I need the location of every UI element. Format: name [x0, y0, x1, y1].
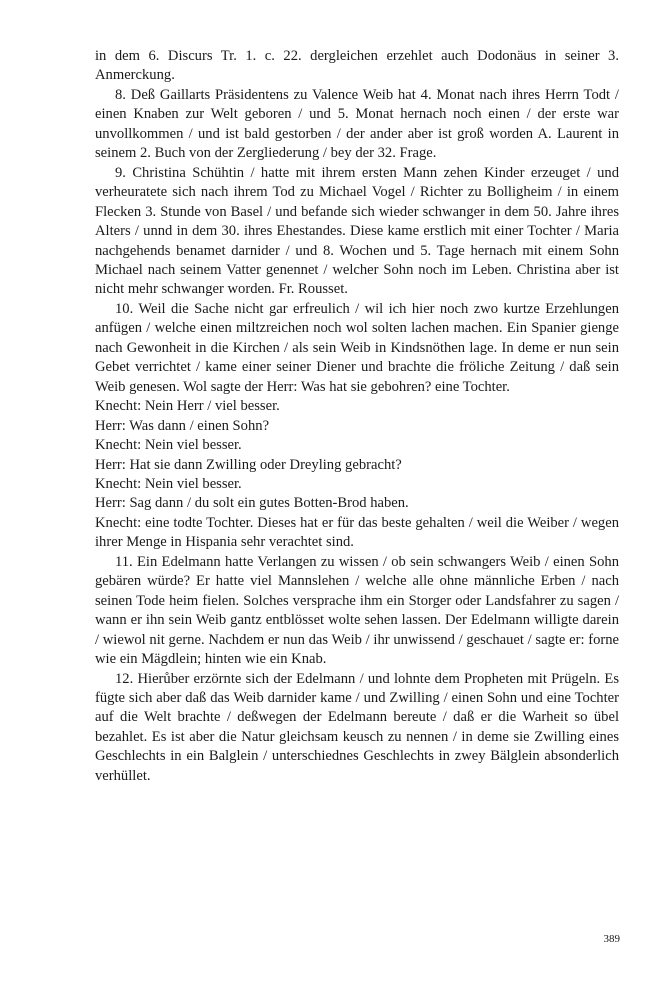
dialogue-line-3: Knecht: Nein viel besser.: [95, 437, 242, 454]
dialogue-line-1: Knecht: Nein Herr / viel besser.: [95, 398, 280, 415]
paragraph-12: 12. Hierůber erzörnte sich der Edelmann / und lohnte dem Propheten mit Prügeln. Es fügte sich aber daß das Weib darnider kame / und Zwilling / einen Sohn und eine Tochter auf die Welt brachte / deßwegen der Edelmann bereute / daß er die Warheit so übel bezahlet. Es ist aber die Natur gleichsam keusch zu nennen / in deme sie Zwilling eines Geschlechts in ein Balglein / unterschiednes Geschlechts in zwey Bälglein absonderlich verhüllet.: [95, 670, 619, 784]
paragraph-11: 11. Ein Edelmann hatte Verlangen zu wissen / ob sein schwangers Weib / einen Sohn gebären würde? Er hatte viel Mannslehen / welche alle ohne männliche Erben / nach seinen Tode heim fielen. Solches versprache ihm ein Storger oder Landsfahrer zu sagen / wann er ihn sein Weib gantz entblösset wolte sehen lassen. Der Edelmann willigte darein / wiewol nit gerne. Nachdem er nun das Weib / ihr unwissend / geschauet / sagte er: forne wie ein Mägdlein; hinten wie ein Knab.: [95, 553, 619, 668]
paragraph-continuation: in dem 6. Discurs Tr. 1. c. 22. dergleichen erzehlet auch Dodonäus in seiner 3. Anmerckung.: [95, 48, 619, 84]
paragraph-8: 8. Deß Gaillarts Präsidentens zu Valence Weib hat 4. Monat nach ihres Herrn Todt / einen Knaben zur Welt geboren / und 5. Monat hernach noch einen / der erste war unvollkommen / und ist bald gestorben / der ander aber ist groß worden A. Laurent in seinem 2. Buch von der Zergliederung / bey der 32. Frage.: [95, 86, 619, 162]
dialogue-line-6: Herr: Sag dann / du solt ein gutes Botten-Brod haben.: [95, 495, 409, 512]
dialogue-line-7: Knecht: eine todte Tochter. Dieses hat er für das beste gehalten / weil die Weiber / wegen ihrer Menge in Hispania sehr verachtet sind.: [95, 514, 619, 551]
dialogue-line-5: Knecht: Nein viel besser.: [95, 475, 242, 492]
body-text: [95, 47, 619, 786]
dialogue-line-2: Herr: Was dann / einen Sohn?: [95, 417, 270, 434]
paragraph-10: 10. Weil die Sache nicht gar erfreulich / wil ich hier noch zwo kurtze Erzehlungen anfügen / welche einen miltzreichen noch wol solten lachen machen. Ein Spanier gienge nach Gewonheit in die Kirchen / als sein Weib in Kindsnöthen lage. In deme er nun sein Gebet verrichtet / kame einer seiner Diener und brachte die fröliche Zeitung / daß sein Weib genesen. Wol sagte der Herr: Was hat sie gebohren? eine Tochter.: [95, 300, 619, 395]
paragraph-9: 9. Christina Schühtin / hatte mit ihrem ersten Mann zehen Kinder erzeuget / und verheuratete sich nach ihrem Tod zu Michael Vogel / Richter zu Bolligheim / in einem Flecken 3. Stunde von Basel / und befande sich wieder schwanger in dem 50. Jahre ihres Alters / unnd in dem 30. ihres Ehestandes. Diese kame erstlich mit einer Tochter / Maria nachgehends benamet darnider / und 8. Wochen und 5. Tage hernach mit einem Sohn Michael nach seinem Vatter genennet / welcher Sohn noch im Leben. Christina aber ist nicht mehr schwanger worden. Fr. Rousset.: [95, 164, 619, 298]
page-number: 389: [603, 933, 620, 945]
dialogue-line-4: Herr: Hat sie dann Zwilling oder Dreyling gebracht?: [95, 456, 402, 473]
